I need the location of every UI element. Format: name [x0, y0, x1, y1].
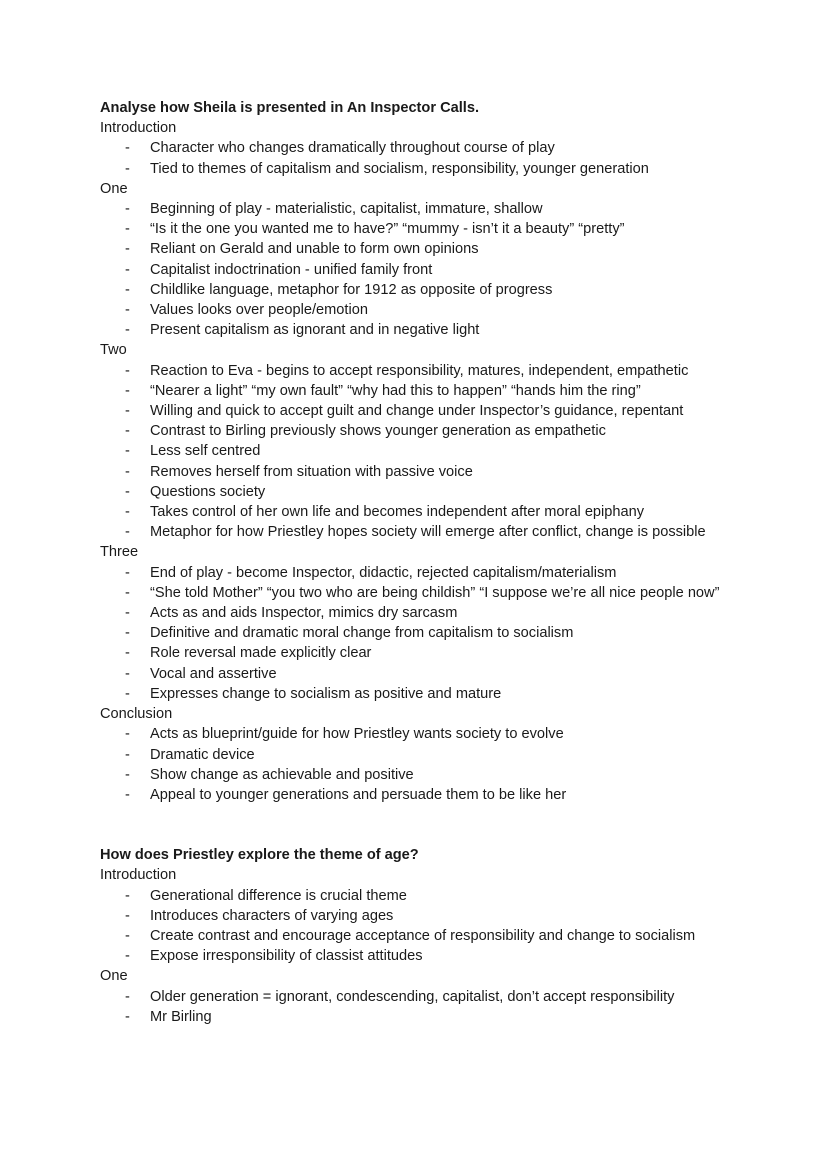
dash-bullet-icon: - [125, 746, 130, 763]
dash-bullet-icon: - [125, 221, 130, 238]
dash-bullet-icon: - [125, 564, 130, 581]
bullet-text: Acts as and aids Inspector, mimics dry sarcasm [150, 605, 458, 622]
bullet-text: Expresses change to socialism as positive and mature [150, 685, 502, 702]
bullet-point [100, 401, 740, 421]
dash-bullet-icon: - [125, 1008, 130, 1025]
dash-bullet-icon: - [125, 504, 130, 521]
bullet-list [100, 138, 740, 178]
bullet-point [100, 361, 740, 381]
dash-bullet-icon: - [125, 685, 130, 702]
bullet-text: Takes control of her own life and becomes independent after moral epiphany [150, 504, 645, 521]
bullet-text: Create contrast and encourage acceptance of responsibility and change to socialism [150, 927, 696, 944]
dash-bullet-icon: - [125, 645, 130, 662]
dash-bullet-icon: - [125, 403, 130, 420]
bullet-list [100, 199, 740, 340]
bullet-point [100, 159, 740, 179]
essay-plan [100, 98, 740, 805]
bullet-text: Values looks over people/emotion [150, 302, 368, 319]
dash-bullet-icon: - [125, 443, 130, 460]
bullet-point [100, 260, 740, 280]
dash-bullet-icon: - [125, 524, 130, 541]
dash-bullet-icon: - [125, 726, 130, 743]
section-label: Introduction [100, 867, 177, 884]
section-label: One [100, 968, 128, 985]
dash-bullet-icon: - [125, 988, 130, 1005]
bullet-text: Expose irresponsibility of classist attitudes [150, 948, 423, 965]
bullet-list [100, 724, 740, 805]
bullet-text: “She told Mother” “you two who are being childish” “I suppose we’re all nice people now” [150, 584, 720, 601]
bullet-text: Metaphor for how Priestley hopes society will emerge after conflict, change is possible [150, 524, 706, 541]
dash-bullet-icon: - [125, 322, 130, 339]
dash-bullet-icon: - [125, 140, 130, 157]
section-label: Conclusion [100, 706, 173, 723]
bullet-point [100, 886, 740, 906]
dash-bullet-icon: - [125, 605, 130, 622]
bullet-text: Present capitalism as ignorant and in negative light [150, 322, 480, 339]
bullet-text: Dramatic device [150, 746, 255, 763]
bullet-text: Childlike language, metaphor for 1912 as opposite of progress [150, 281, 553, 298]
dash-bullet-icon: - [125, 241, 130, 258]
bullet-text: Definitive and dramatic moral change from capitalism to socialism [150, 625, 574, 642]
dash-bullet-icon: - [125, 302, 130, 319]
bullet-text: Character who changes dramatically throughout course of play [150, 140, 555, 157]
dash-bullet-icon: - [125, 261, 130, 278]
bullet-point [100, 623, 740, 643]
bullet-point [100, 603, 740, 623]
bullet-point [100, 643, 740, 663]
essay-spacer [100, 805, 740, 845]
dash-bullet-icon: - [125, 201, 130, 218]
bullet-point [100, 664, 740, 684]
dash-bullet-icon: - [125, 625, 130, 642]
bullet-point [100, 785, 740, 805]
bullet-point [100, 482, 740, 502]
dash-bullet-icon: - [125, 281, 130, 298]
bullet-point [100, 583, 740, 603]
bullet-text: Mr Birling [150, 1008, 212, 1025]
bullet-list [100, 361, 740, 543]
bullet-point [100, 502, 740, 522]
bullet-text: End of play - become Inspector, didactic, rejected capitalism/materialism [150, 564, 617, 581]
bullet-text: Less self centred [150, 443, 261, 460]
bullet-point [100, 563, 740, 583]
bullet-text: Removes herself from situation with passive voice [150, 463, 473, 480]
bullet-point [100, 724, 740, 744]
bullet-text: Reaction to Eva - begins to accept responsibility, matures, independent, empathetic [150, 362, 689, 379]
bullet-point [100, 522, 740, 542]
bullet-list [100, 987, 740, 1027]
document-body [100, 98, 740, 1027]
dash-bullet-icon: - [125, 907, 130, 924]
section-label: One [100, 180, 128, 197]
bullet-text: Tied to themes of capitalism and socialism, responsibility, younger generation [150, 160, 649, 177]
bullet-point [100, 745, 740, 765]
dash-bullet-icon: - [125, 948, 130, 965]
bullet-text: Appeal to younger generations and persuade them to be like her [150, 786, 567, 803]
dash-bullet-icon: - [125, 423, 130, 440]
section-label: Introduction [100, 120, 177, 137]
dash-bullet-icon: - [125, 362, 130, 379]
bullet-point [100, 946, 740, 966]
bullet-point [100, 684, 740, 704]
bullet-point [100, 280, 740, 300]
bullet-point [100, 462, 740, 482]
dash-bullet-icon: - [125, 463, 130, 480]
bullet-point [100, 199, 740, 219]
bullet-text: “Nearer a light” “my own fault” “why had this to happen” “hands him the ring” [150, 382, 641, 399]
section-label: Two [100, 342, 127, 359]
essay-question-heading: How does Priestley explore the theme of age? [100, 847, 419, 864]
bullet-text: Introduces characters of varying ages [150, 907, 394, 924]
dash-bullet-icon: - [125, 766, 130, 783]
bullet-text: Generational difference is crucial theme [150, 887, 407, 904]
section-label: Three [100, 544, 139, 561]
bullet-point [100, 987, 740, 1007]
bullet-point [100, 320, 740, 340]
dash-bullet-icon: - [125, 483, 130, 500]
dash-bullet-icon: - [125, 887, 130, 904]
bullet-text: Capitalist indoctrination - unified family front [150, 261, 433, 278]
bullet-point [100, 421, 740, 441]
dash-bullet-icon: - [125, 927, 130, 944]
bullet-text: Vocal and assertive [150, 665, 277, 682]
bullet-list [100, 563, 740, 704]
bullet-text: Questions society [150, 483, 266, 500]
dash-bullet-icon: - [125, 160, 130, 177]
bullet-point [100, 765, 740, 785]
bullet-text: Willing and quick to accept guilt and change under Inspector’s guidance, repentant [150, 403, 684, 420]
dash-bullet-icon: - [125, 786, 130, 803]
bullet-text: Older generation = ignorant, condescending, capitalist, don’t accept responsibility [150, 988, 675, 1005]
bullet-text: Beginning of play - materialistic, capitalist, immature, shallow [150, 201, 543, 218]
bullet-text: “Is it the one you wanted me to have?” “mummy - isn’t it a beauty” “pretty” [150, 221, 625, 238]
bullet-point [100, 219, 740, 239]
bullet-point [100, 906, 740, 926]
bullet-point [100, 1007, 740, 1027]
bullet-text: Role reversal made explicitly clear [150, 645, 372, 662]
bullet-text: Reliant on Gerald and unable to form own opinions [150, 241, 479, 258]
bullet-text: Show change as achievable and positive [150, 766, 414, 783]
essay-plan [100, 845, 740, 1027]
bullet-point [100, 381, 740, 401]
dash-bullet-icon: - [125, 584, 130, 601]
dash-bullet-icon: - [125, 665, 130, 682]
bullet-point [100, 138, 740, 158]
bullet-point [100, 926, 740, 946]
bullet-text: Acts as blueprint/guide for how Priestley wants society to evolve [150, 726, 564, 743]
bullet-point [100, 239, 740, 259]
bullet-point [100, 441, 740, 461]
dash-bullet-icon: - [125, 382, 130, 399]
bullet-point [100, 300, 740, 320]
bullet-text: Contrast to Birling previously shows younger generation as empathetic [150, 423, 606, 440]
bullet-list [100, 886, 740, 967]
essay-question-heading: Analyse how Sheila is presented in An Inspector Calls. [100, 100, 480, 116]
